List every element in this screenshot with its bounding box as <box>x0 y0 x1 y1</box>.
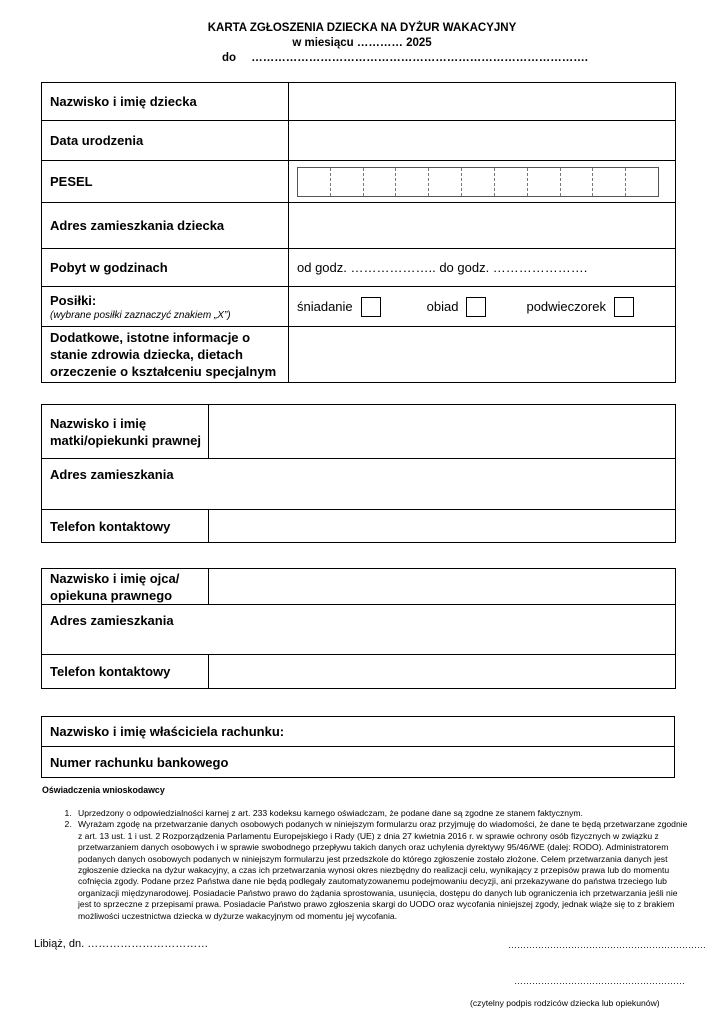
father-name-label: Nazwisko i imię ojca/ opiekuna prawnego <box>42 569 209 605</box>
health-info-label: Dodatkowe, istotne informacje o stanie zdrowia dziecka, dietach orzeczenie o kształceniu specjalnym <box>42 327 289 383</box>
pesel-digit-boxes[interactable] <box>297 167 659 197</box>
declarations-title: Oświadczenia wnioskodawcy <box>42 785 165 795</box>
meal-lunch-checkbox[interactable] <box>466 297 486 317</box>
mother-name-label: Nazwisko i imię matki/opiekunki prawnej <box>42 405 209 459</box>
mother-phone-field[interactable] <box>209 510 676 543</box>
child-name-field[interactable] <box>289 83 676 121</box>
mother-table <box>41 404 676 543</box>
mother-phone-label: Telefon kontaktowy <box>42 510 209 543</box>
account-number-label[interactable]: Numer rachunku bankowego <box>42 747 675 778</box>
pesel-label: PESEL <box>42 161 289 203</box>
mother-address-label: Adres zamieszkania <box>42 459 676 510</box>
recipient-line <box>222 52 588 64</box>
month-line: w miesiącu ………… 2025 <box>292 37 432 49</box>
father-phone-label: Telefon kontaktowy <box>42 655 209 689</box>
meal-snack-checkbox[interactable] <box>614 297 634 317</box>
birth-date-field[interactable] <box>289 121 676 161</box>
form-title: KARTA ZGŁOSZENIA DZIECKA NA DYŻUR WAKACYJNY <box>207 22 517 34</box>
child-name-label: Nazwisko i imię dziecka <box>42 83 289 121</box>
meals-title: Posiłki: <box>50 292 97 308</box>
child-table <box>41 82 676 383</box>
signature-caption: (czytelny podpis rodziców dziecka lub opiekunów) <box>470 998 660 1008</box>
declaration-item: 1. Uprzedzony o odpowiedzialności karnej z art. 233 kodeksu karnego oświadczam, że podane dane są zgodne ze stanem faktycznym. <box>74 808 688 819</box>
father-address-label: Adres zamieszkania <box>42 605 676 655</box>
child-address-label: Adres zamieszkania dziecka <box>42 203 289 249</box>
father-phone-field[interactable] <box>209 655 676 689</box>
signature-line-2[interactable]: ………………………………………………… <box>514 976 685 986</box>
child-address-field[interactable] <box>289 203 676 249</box>
father-name-field[interactable] <box>209 569 676 605</box>
account-owner-label[interactable]: Nazwisko i imię właściciela rachunku: <box>42 717 675 747</box>
meal-breakfast-label: śniadanie <box>297 299 353 314</box>
place-date-field[interactable]: Libiąż, dn. …………………………… <box>34 938 209 950</box>
account-table <box>41 716 675 778</box>
meals-label <box>42 287 289 327</box>
recipient-field[interactable]: ……………………………………………………………………………. <box>251 52 588 64</box>
meal-lunch-label: obiad <box>426 299 459 314</box>
meal-snack-label: podwieczorek <box>526 299 606 314</box>
hours-field[interactable]: od godz. ……………….. do godz. …………………. <box>289 249 676 287</box>
health-info-field[interactable] <box>289 327 676 383</box>
pesel-field[interactable] <box>289 161 676 203</box>
hours-label: Pobyt w godzinach <box>42 249 289 287</box>
meals-note: (wybrane posiłki zaznaczyć znakiem „X”) <box>50 309 231 321</box>
mother-name-field[interactable] <box>209 405 676 459</box>
declarations-list <box>28 808 688 922</box>
do-label: do <box>222 52 237 64</box>
meals-options <box>289 287 676 327</box>
birth-date-label: Data urodzenia <box>42 121 289 161</box>
declaration-item: 2. Wyrażam zgodę na przetwarzanie danych osobowych podanych w niniejszym formularzu oraz przyjmuję do wiadomości, że dane te będą przetwarzane zgodnie z art. 13 ust. 1 i ust. 2 Rozporządzenia Parlamentu Europejskiego i Rady (UE) z dnia 27 kwietnia 2016 r. w sprawie ochrony osób fizycznych w związku z przetwarzaniem danych osobowych i w sprawie swobodnego przepływu takich danych oraz uchylenia dyrektywy 95/46/WE (dalej: RODO). Administratorem podanych danych osobowych podanych w niniejszym formularzu jest przedszkole do którego zgłoszenie zostało złożone. Celem przetwarzania danych jest zgłoszenie dziecka na dyżur wakacyjny, a czas ich przetwarzania wynosi okres niezbędny do realizacji celu, wynikający z przepisów prawa lub do momentu cofnięcia zgody. Podane przez Państwa dane nie będą podlegały zautomatyzowanemu podejmowaniu decyzji, ani przekazywane do państwa trzeciego lub organizacji międzynarodowej. Posiadacie Państwo prawo do żądania sprostowania, usunięcia, dostępu do danych lub ograniczenia ich przetwarzania jeśli nie jest to sprzeczne z przepisami prawa. Posiadacie Państwo prawo zgłoszenia skargi do UODO oraz wycofania niniejszej zgody, jednak wiąże się to z brakiem możliwości uczestnictwa dziecka w dyżurze wakacyjnym od momentu jej wycofania. <box>74 819 688 922</box>
signature-line-1[interactable]: ………………………………………………………… <box>508 940 706 950</box>
meal-breakfast-checkbox[interactable] <box>361 297 381 317</box>
father-table <box>41 568 676 689</box>
